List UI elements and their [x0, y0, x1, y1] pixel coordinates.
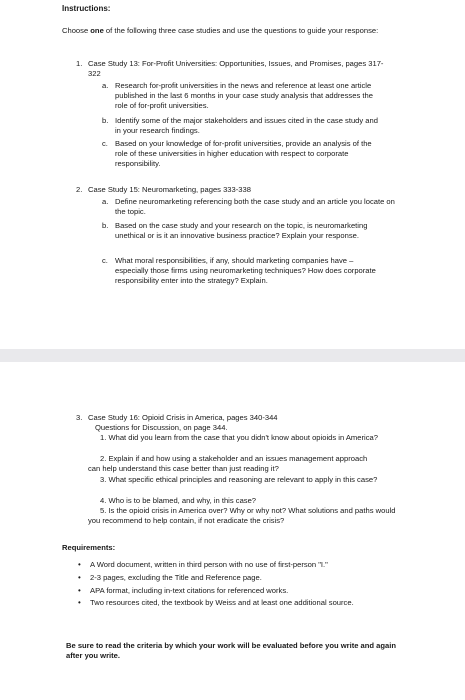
case16-question-1: 1. What did you learn from the case that you didn't know about opioids in America? [100, 433, 378, 442]
case13-number: 1. [76, 59, 83, 68]
document-page-1 [0, 0, 465, 349]
intro-text-bold: one [90, 26, 104, 35]
intro-text-post: of the following three case studies and use the questions to guide your response: [103, 26, 379, 35]
case13-c-text: Based on your knowledge of for-profit universities, provide an analysis of the role of these universities in higher education with respect to corporate responsibility. [115, 139, 372, 169]
requirement-item: A Word document, written in third person with no use of first-person "I." [90, 560, 328, 569]
bullet-dot: • [78, 573, 81, 582]
case13-c-marker: c. [102, 139, 108, 148]
document-page-2 [0, 362, 465, 700]
case16-subtitle: Questions for Discussion, on page 344. [95, 423, 228, 432]
case16-question-2: 2. Explain if and how using a stakeholder and an issues management approach can help understand this case better than just reading it? [88, 454, 368, 474]
case16-question-5: 5. Is the opioid crisis in America over? Why or why not? What solutions and paths would you recommend to help contain, if not eradicate the crisis? [88, 506, 396, 526]
bullet-dot: • [78, 586, 81, 595]
requirements-heading: Requirements: [62, 543, 116, 552]
case13-title: Case Study 13: For-Profit Universities: Opportunities, Issues, and Promises, pages 317-322 [88, 59, 384, 79]
case15-b-marker: b. [102, 221, 109, 230]
requirement-item: APA format, including in-text citations for referenced works. [90, 586, 289, 595]
case15-c-text: What moral responsibilities, if any, should marketing companies have – especially those firms using neuromarketing techniques? How does corporate responsibility enter into the strategy? Explain. [115, 256, 376, 286]
case13-b-text: Identify some of the major stakeholders and issues cited in the case study and in your research findings. [115, 116, 378, 136]
case15-a-marker: a. [102, 197, 109, 206]
case13-a-marker: a. [102, 81, 109, 90]
case16-question-3: 3. What specific ethical principles and reasoning are relevant to apply in this case? [100, 475, 378, 484]
case16-number: 3. [76, 413, 83, 422]
case16-title: Case Study 16: Opioid Crisis in America, pages 340-344 [88, 413, 278, 422]
bullet-dot: • [78, 598, 81, 607]
case15-title: Case Study 15: Neuromarketing, pages 333-338 [88, 185, 251, 194]
case13-a-text: Research for-profit universities in the news and reference at least one article published in the last 6 months in your case study analysis that addresses the role of for-profit universities. [115, 81, 373, 111]
case15-number: 2. [76, 185, 83, 194]
bullet-dot: • [78, 560, 81, 569]
closing-note: Be sure to read the criteria by which your work will be evaluated before you write and again after you write. [66, 641, 396, 661]
requirement-item: 2-3 pages, excluding the Title and Reference page. [90, 573, 262, 582]
case15-b-text: Based on the case study and your research on the topic, is neuromarketing unethical or is it an innovative business practice? Explain your response. [115, 221, 368, 241]
case15-a-text: Define neuromarketing referencing both the case study and an article you locate on the topic. [115, 197, 395, 217]
instructions-heading: Instructions: [62, 4, 111, 13]
intro-text-pre: Choose [62, 26, 91, 35]
requirement-item: Two resources cited, the textbook by Weiss and at least one additional source. [90, 598, 354, 607]
case15-c-marker: c. [102, 256, 108, 265]
case13-b-marker: b. [102, 116, 109, 125]
case16-question-4: 4. Who is to be blamed, and why, in this case? [100, 496, 257, 505]
intro-paragraph [62, 26, 392, 36]
